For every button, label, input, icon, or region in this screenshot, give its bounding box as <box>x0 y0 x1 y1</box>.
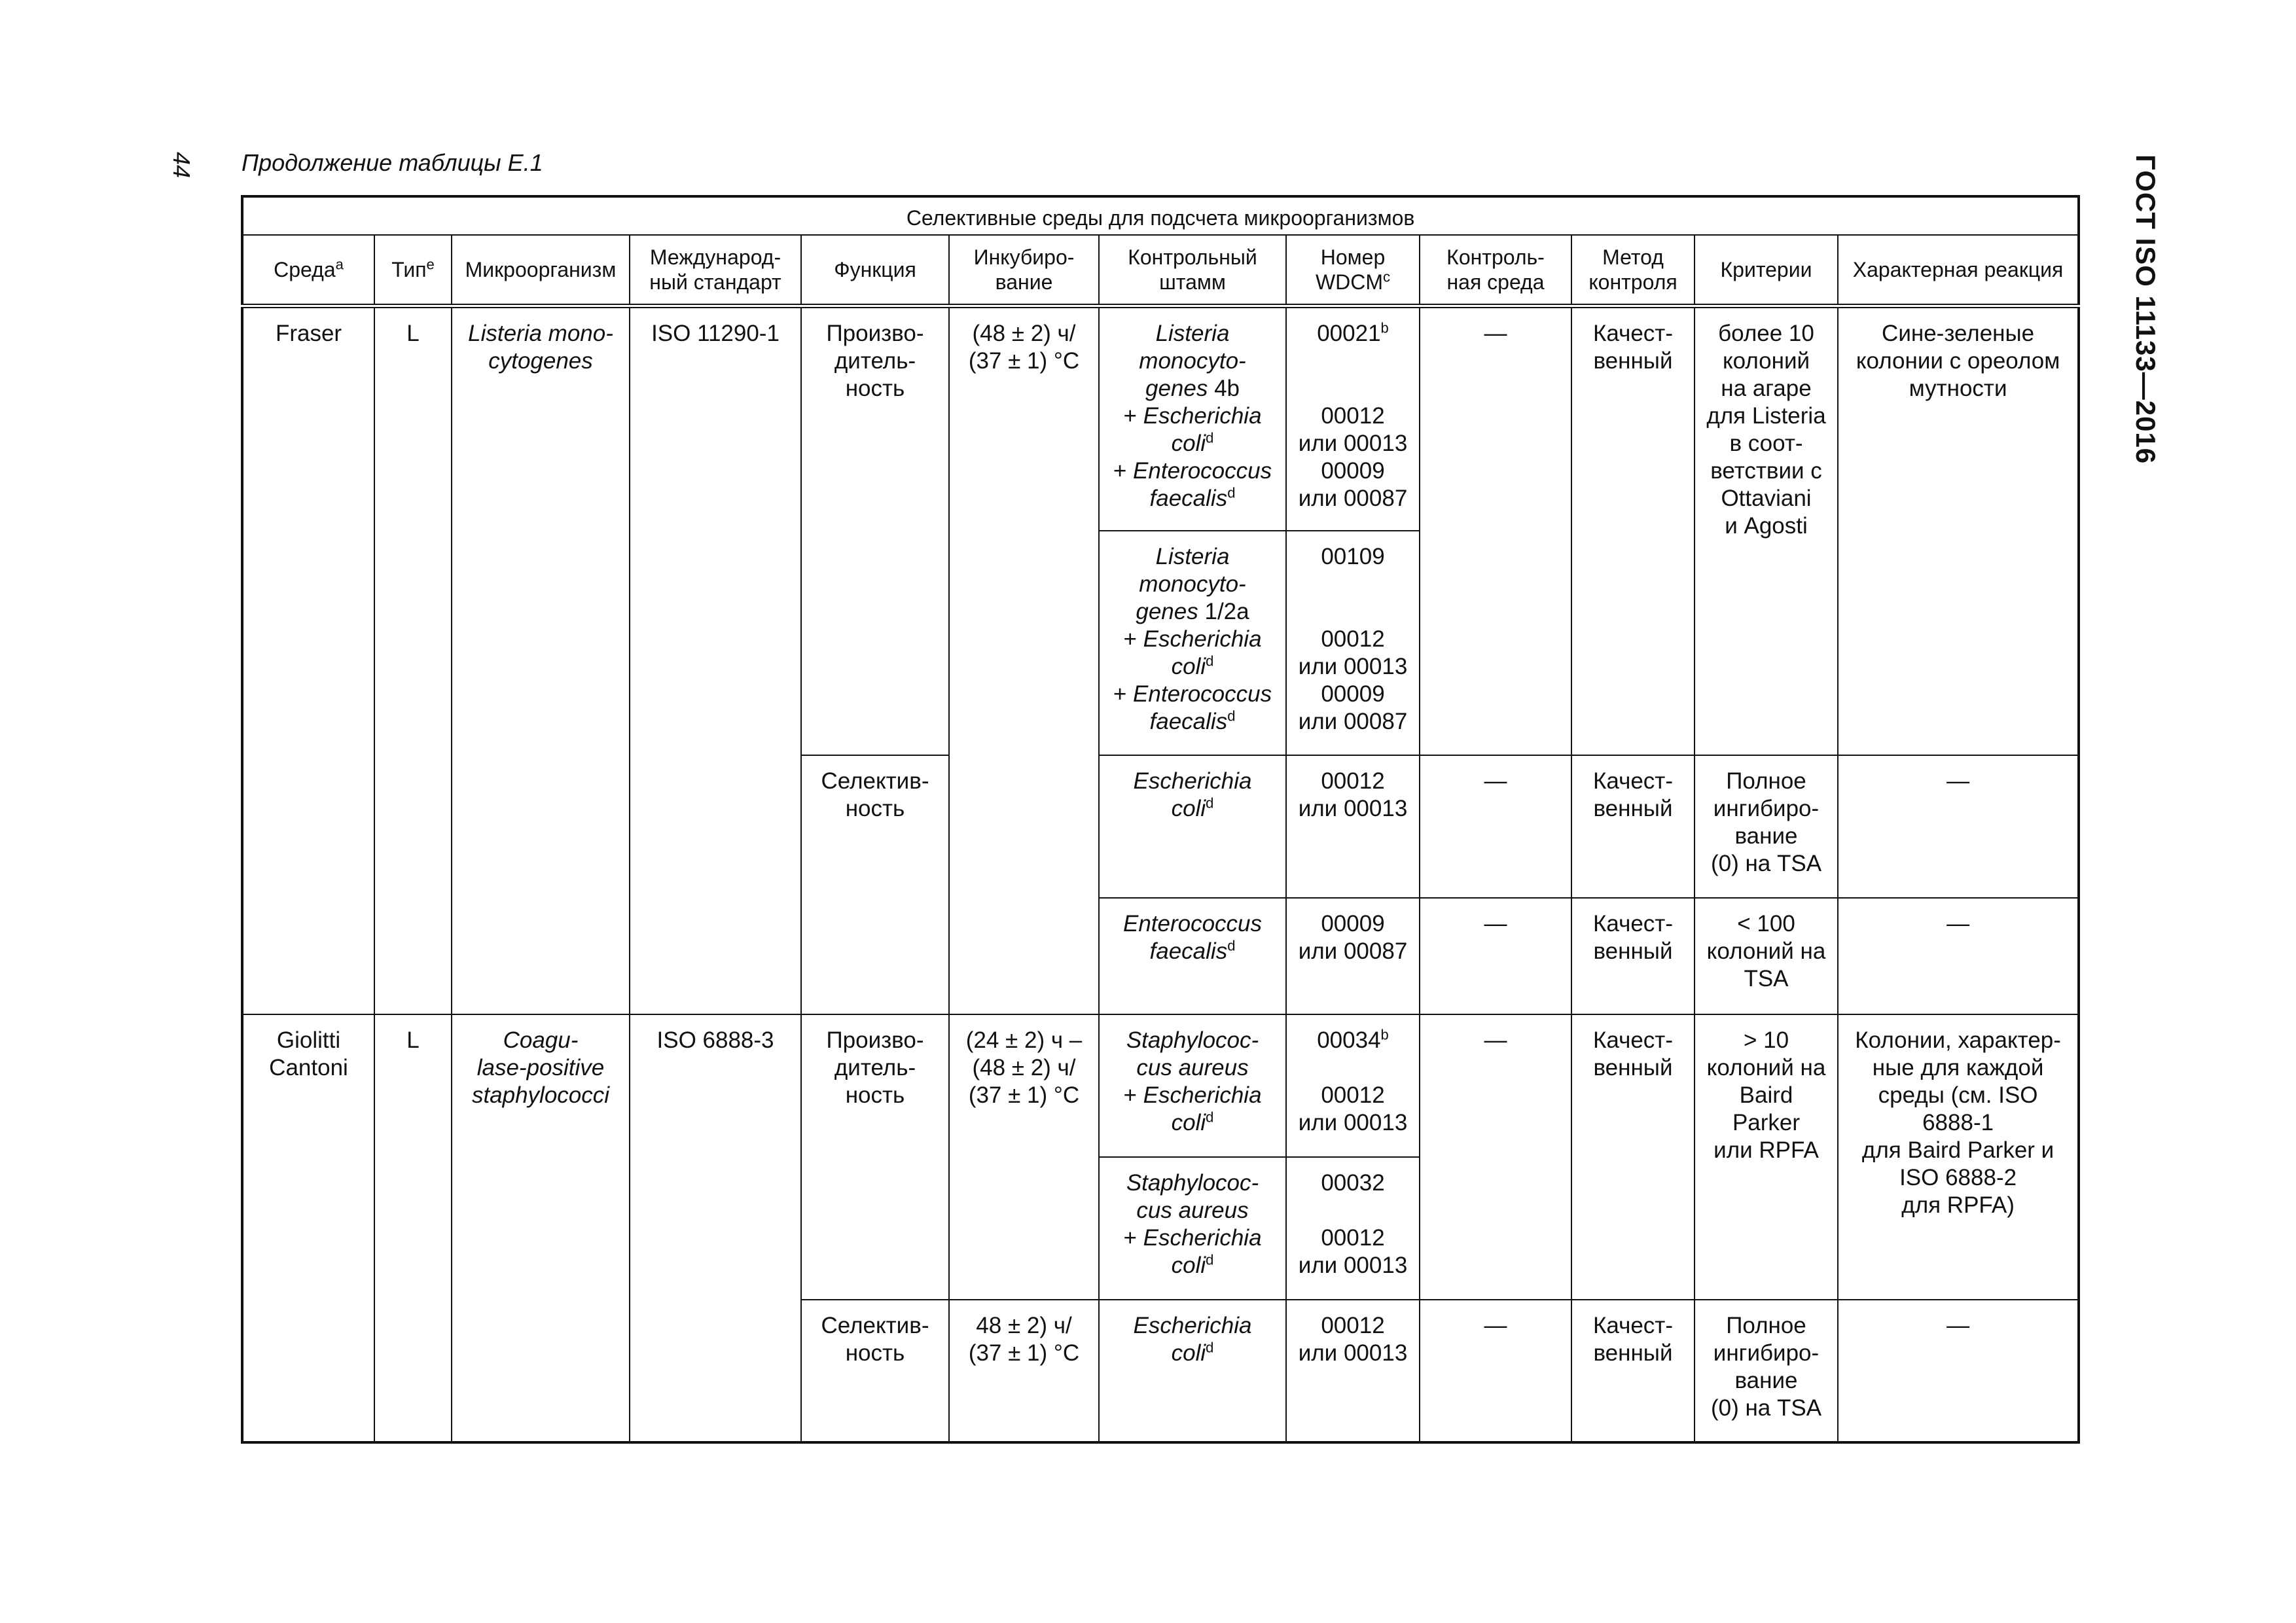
control-strain-cell: Staphylococ- cus aureus + Escherichia coli$^d$ <box>1099 1014 1286 1157</box>
header-standard: Междунaрод- ный стандарт <box>630 235 801 306</box>
control-strain-cell: Listeria monocyto- genes 4b + Escherichia coli$^d$ + Enterococcus faecalis$^d$ <box>1099 306 1286 531</box>
criteria-cell: более 10 колоний на агаре для Listeria в соот- ветствии с Ottaviani и Agosti <box>1695 306 1838 755</box>
table-caption: Селективные среды для подсчета микроорганизмов <box>242 196 2079 235</box>
wdcm-cell: 00009 или 00087 <box>1286 898 1420 1014</box>
type-cell: L <box>374 1014 452 1442</box>
incubation-cell: (24 ± 2) ч – (48 ± 2) ч/ (37 ± 1) °C <box>949 1014 1099 1300</box>
wdcm-cell: 00012 или 00013 <box>1286 755 1420 898</box>
reaction-cell: — <box>1838 1300 2079 1442</box>
medium-cell: Giolitti Cantoni <box>242 1014 374 1442</box>
selective-media-table <box>241 195 2080 1444</box>
type-cell: L <box>374 306 452 1014</box>
incubation-cell: (48 ± 2) ч/ (37 ± 1) °C <box>949 306 1099 1014</box>
wdcm-cell: 00032 00012 или 00013 <box>1286 1157 1420 1300</box>
header-wdcm: Номер WDCM$^c$ <box>1286 235 1420 306</box>
control-medium-cell: — <box>1420 755 1571 898</box>
organism-cell: Coagu- lase-positive staphylococci <box>452 1014 630 1442</box>
criteria-cell: Полное ингибиро- вание (0) на TSA <box>1695 755 1838 898</box>
incubation-cell: 48 ± 2) ч/ (37 ± 1) °C <box>949 1300 1099 1442</box>
reaction-cell: — <box>1838 898 2079 1014</box>
document-title: ГОСТ ISO 11133—2016 <box>2130 154 2161 465</box>
header-incubation: Инкубиро- вание <box>949 235 1099 306</box>
function-cell: Селектив- ность <box>801 1300 949 1442</box>
table-continuation-caption: Продолжение таблицы Е.1 <box>242 149 543 176</box>
method-cell: Качест- венный <box>1571 898 1695 1014</box>
reaction-cell: Колонии, характер- ные для каждой среды (см. ISO 6888-1 для Baird Parker и ISO 6888-2 для RPFA) <box>1838 1014 2079 1300</box>
reaction-cell: Сине-зеленые колонии с ореолом мутности <box>1838 306 2079 755</box>
criteria-cell: > 10 колоний на Baird Parker или RPFA <box>1695 1014 1838 1300</box>
table-caption-row <box>242 196 2079 235</box>
table-row <box>242 306 2079 531</box>
header-medium: Среда$^a$ <box>242 235 374 306</box>
table-row <box>242 1014 2079 1157</box>
control-medium-cell: — <box>1420 1300 1571 1442</box>
criteria-cell: < 100 колоний на TSA <box>1695 898 1838 1014</box>
control-strain-cell: Escherichia coli$^d$ <box>1099 755 1286 898</box>
wdcm-cell: 00021$^b$ 00012 или 00013 00009 или 00087 <box>1286 306 1420 531</box>
method-cell: Качест- венный <box>1571 306 1695 755</box>
wdcm-cell: 00109 00012 или 00013 00009 или 00087 <box>1286 531 1420 755</box>
function-cell: Произво- дитель- ность <box>801 1014 949 1300</box>
function-cell: Селектив- ность <box>801 755 949 1014</box>
medium-cell: Fraser <box>242 306 374 1014</box>
reaction-cell: — <box>1838 755 2079 898</box>
header-reaction: Характерная реакция <box>1838 235 2079 306</box>
control-strain-cell: Escherichia coli$^d$ <box>1099 1300 1286 1442</box>
header-type: Тип$^e$ <box>374 235 452 306</box>
page-number: 44 <box>168 152 195 179</box>
header-criteria: Критерии <box>1695 235 1838 306</box>
control-strain-cell: Staphylococ- cus aureus + Escherichia coli$^d$ <box>1099 1157 1286 1300</box>
table-header-row <box>242 235 2079 306</box>
control-medium-cell: — <box>1420 306 1571 755</box>
standard-cell: ISO 11290-1 <box>630 306 801 1014</box>
wdcm-cell: 00034$^b$ 00012 или 00013 <box>1286 1014 1420 1157</box>
method-cell: Качест- венный <box>1571 1014 1695 1300</box>
header-organism: Микроорганизм <box>452 235 630 306</box>
method-cell: Качест- венный <box>1571 755 1695 898</box>
wdcm-cell: 00012 или 00013 <box>1286 1300 1420 1442</box>
method-cell: Качест- венный <box>1571 1300 1695 1442</box>
header-function: Функция <box>801 235 949 306</box>
criteria-cell: Полное ингибиро- вание (0) на TSA <box>1695 1300 1838 1442</box>
organism-cell: Listeria mono- cytogenes <box>452 306 630 1014</box>
control-medium-cell: — <box>1420 1014 1571 1300</box>
control-medium-cell: — <box>1420 898 1571 1014</box>
header-control-strain: Контрольный штамм <box>1099 235 1286 306</box>
function-cell: Произво- дитель- ность <box>801 306 949 755</box>
control-strain-cell: Enterococcus faecalis$^d$ <box>1099 898 1286 1014</box>
header-control-medium: Контроль- ная среда <box>1420 235 1571 306</box>
standard-cell: ISO 6888-3 <box>630 1014 801 1442</box>
control-strain-cell: Listeria monocyto- genes 1/2a + Escherichia coli$^d$ + Enterococcus faecalis$^d$ <box>1099 531 1286 755</box>
header-method: Метод контроля <box>1571 235 1695 306</box>
